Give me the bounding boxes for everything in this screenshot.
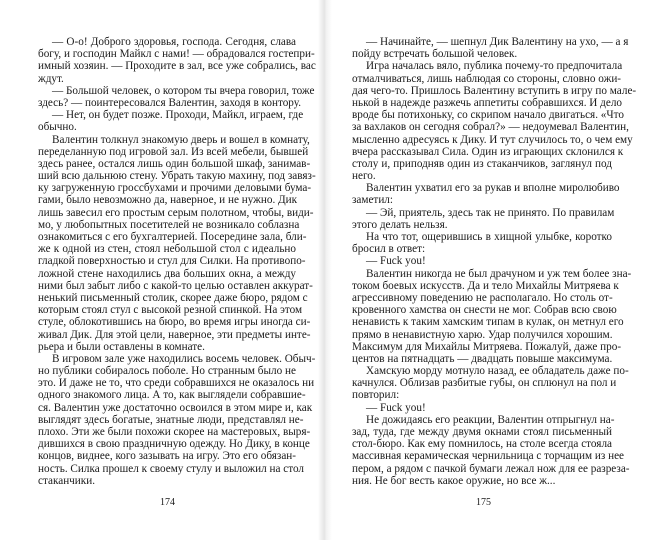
text-line: этого делать нельзя. (352, 218, 448, 231)
text-line: — Нет, он будет позже. Проходи, Майкл, играем, где (52, 109, 304, 122)
text-line: плохо. Эти же были похожи скорее на мастеровых, выря- (38, 426, 311, 438)
text-line: столу и, приподняв один из стаканчиков, заглянул под (352, 157, 612, 170)
text-line: переделанную под игровой зал. Из всей мебели, бывшей (38, 145, 309, 158)
text-line: но публики собиралось поболе. Но странным было не (38, 365, 296, 378)
text-line: бросил в ответ: (352, 243, 426, 256)
text-line: стаканчики. (38, 474, 96, 487)
text-line: рьера и были оставлены в комнате. (38, 340, 205, 353)
text-line: ся. Валентин уже достаточно освоился в этом мире и, как (38, 401, 313, 414)
text-line: нькой в надежде разжечь аппетиты собравшихся. И дело (352, 96, 622, 109)
text-line: одного знакомого лица. А то, как выглядели собравшие- (38, 389, 306, 402)
text-line: богу, и господин Майкл с нами! — обрадовался гостепри- (38, 48, 315, 61)
text-line: здесь ранее, остался лишь один большой шкаф, занимав- (38, 157, 311, 170)
book-gutter (318, 0, 332, 540)
text-line: гами, было невозможно да, наверное, и не нужно. Дик (38, 194, 298, 207)
text-line: лишь завесил его простым серым полотном, чтобы, види- (38, 206, 314, 219)
left-page-text (38, 36, 316, 487)
text-line: — Fuck you! (366, 401, 426, 414)
text-line: же к одной из стен, стоял небольшой стол с идеально (38, 243, 296, 256)
text-line: ший всю дальнюю стену. Убрать такую махину, под завяз- (38, 170, 316, 183)
text-line: током боевых искусств. Да и тело Михайлы Митряева к (352, 279, 619, 292)
text-line: ними был забыт либо с какой-то целью оставлен аккурат- (38, 279, 313, 292)
text-line: мысленно адресуясь к Дику. И тут случилось то, о чем ему (352, 133, 633, 146)
text-line: прямо в ненавистную харю. Удар получился хорошим. (352, 328, 613, 341)
text-line: ненависть к таким хамским типам в кулак, он метнул его (352, 316, 624, 329)
text-line: пойду встречать большой человек. (352, 48, 518, 61)
text-line: которым стоял стул с высокой резной спинкой. На этом (38, 304, 303, 317)
text-line: ознакомиться с его бухгалтерией. Посередине зала, бли- (38, 231, 307, 243)
text-line: ку загруженную гроссбухами и прочими деловыми бума- (38, 182, 312, 195)
text-line: В игровом зале уже находились восемь человек. Обыч- (52, 352, 316, 365)
text-line: ния. Не бог весть какое оружие, но все ж... (352, 474, 556, 487)
page-number-right: 175 (476, 497, 491, 508)
text-line: него. (352, 170, 376, 183)
text-line: Хамскую морду мотнуло назад, ее обладатель даже по- (366, 365, 629, 378)
text-line: Валентин толкнул знакомую дверь и вошел в комнату, (52, 133, 310, 146)
text-line: гладкой поверхностью и стул для Силки. На противопо- (38, 255, 306, 268)
text-line: заметил: (352, 194, 393, 207)
right-page-text (352, 36, 637, 487)
text-line: дая чего-то. Пришлось Валентину вступить в игру по мале- (352, 84, 637, 97)
text-line: дившихся в свою праздничную одежду. Но Дику, в конце (38, 438, 310, 451)
text-line: повторил: (352, 389, 400, 402)
text-line: Игра началась вяло, публика почему-то предпочитала (366, 60, 623, 73)
text-line: здесь? — поинтересовался Валентин, заходя в контору. (38, 96, 302, 109)
text-line: — Fuck you! (366, 255, 426, 268)
text-line: пером, а рядом с пачкой бумаги лежал нож для ее разреза- (352, 462, 630, 475)
text-line: — Эй, приятель, здесь так не принято. По правилам (366, 206, 615, 219)
text-line: качнулся. Облизав разбитые губы, он сплюнул на пол и (352, 377, 617, 390)
text-line: это. И даже не то, что среди собравшихся не оказалось ни (38, 377, 315, 390)
text-line: отмалчиваться, лишь наблюдая со стороны, словно ожи- (352, 72, 622, 85)
text-line: — Большой человек, о котором ты вчера говорил, тоже (52, 84, 315, 97)
text-line: вроде бы потихоньку, со скрипом начало двигаться. «Что (352, 109, 624, 122)
text-line: ность. Силка прошел к своему стулу и выложил на стол (38, 462, 305, 475)
text-line: массивная керамическая чернильница с торчащим из нее (352, 450, 624, 463)
text-line: На что тот, ощерившись в хищной улыбке, коротко (366, 231, 612, 243)
text-line: стол-бюро. Как ему помнилось, на столе всегда стояла (352, 438, 612, 451)
text-line: ненький письменный столик, скорее даже бюро, рядом с (38, 291, 308, 304)
text-line: центов на пятнадцать — двадцать повыше максимума. (352, 352, 613, 365)
text-line: вчера рассказывал Сила. Один из играющих склонился к (352, 145, 624, 158)
text-line: Валентин ухватил его за рукав и вполне миролюбиво (366, 182, 620, 195)
text-line: Максимум для Михайлы Митряева. Пожалуй, даже про- (352, 340, 622, 353)
text-line: обычно. (38, 121, 77, 134)
text-line: агрессивному поведению не располагало. Но столь от- (352, 291, 613, 304)
text-line: выглядят здесь богатые, знатные люди, представлял не- (38, 413, 304, 426)
text-line: ложной стене находились два больших окна, а между (38, 267, 296, 280)
page-number-left: 174 (160, 497, 175, 508)
text-line: концов, виднее, кого зазывать на игру. Это его обязан- (38, 450, 296, 463)
text-line: кровенного хамства он снести не мог. Собрав всю свою (352, 304, 617, 317)
text-line: стуле, облокотившись на бюро, во время игры иногда си- (38, 316, 311, 329)
text-line: — Начинайте, — шепнул Дик Валентину на ухо, — а я (366, 36, 629, 48)
text-line: Валентин никогда не был драчуном и уж тем более зна- (366, 267, 632, 280)
text-line: за вахлаков он сегодня собрал?» — недоумевал Валентин, (352, 121, 629, 134)
text-line: — О-о! Доброго здоровья, господа. Сегодня, слава (52, 36, 296, 48)
text-line: живал Дик. Для этой цели, наверное, эти предметы инте- (38, 328, 311, 341)
text-line: Не дожидаясь его реакции, Валентин отпрыгнул на- (366, 413, 615, 426)
text-line: зад, туда, где между двумя окнами стоял письменный (352, 426, 612, 438)
text-line: ждут. (38, 72, 64, 85)
text-line: мо, у любопытных посетителей не возникало соблазна (38, 218, 300, 231)
text-line: имный хозяин. — Проходите в зал, все уже собрались, вас (38, 60, 316, 73)
